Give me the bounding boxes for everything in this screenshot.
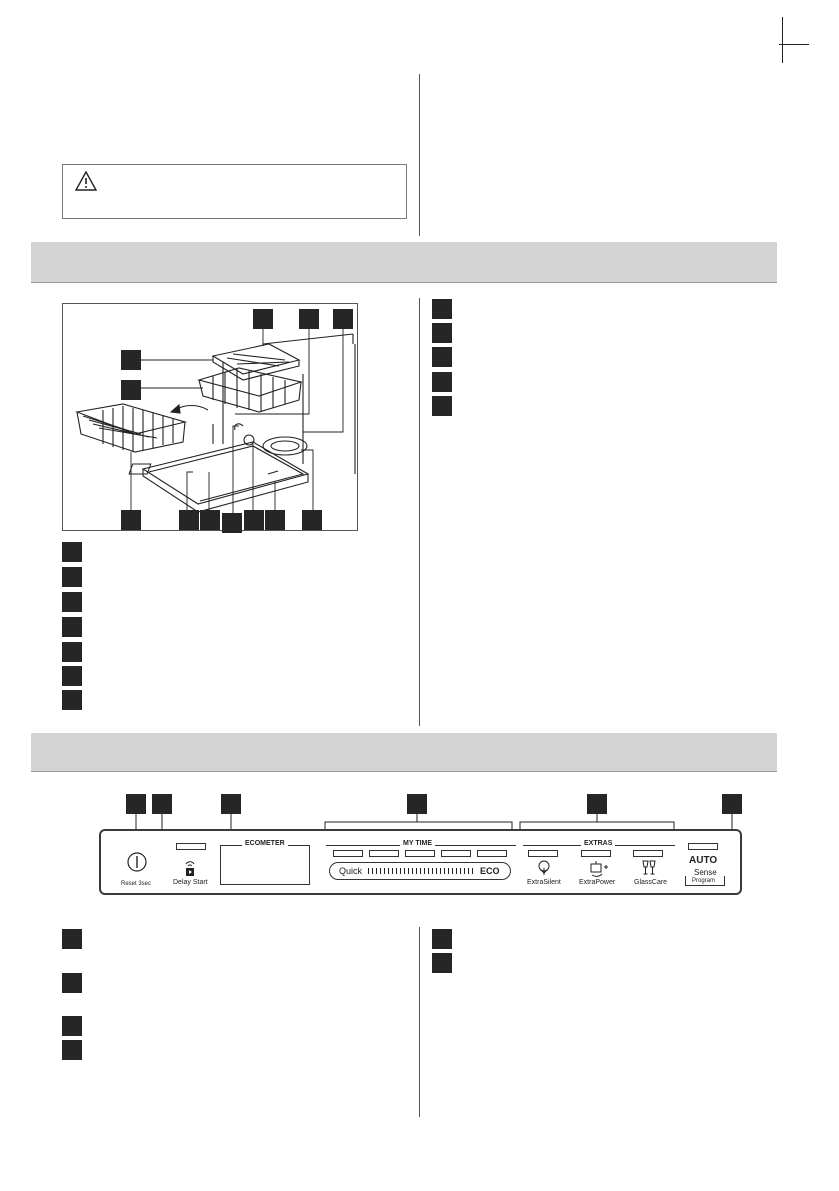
callout-marker — [333, 309, 353, 329]
legend-marker — [432, 929, 452, 949]
legend-marker — [432, 347, 452, 367]
callout-marker — [265, 510, 285, 530]
dishwasher-figure — [62, 303, 358, 531]
extra-power-label: ExtraPower — [579, 879, 616, 886]
delay-start-indicator — [176, 843, 206, 850]
extras-label: EXTRAS — [581, 840, 615, 847]
legend-marker — [62, 1040, 82, 1060]
callout-marker — [244, 510, 264, 530]
extra-silent-label: ExtraSilent — [527, 879, 561, 886]
legend-marker — [432, 323, 452, 343]
program-slider[interactable] — [329, 862, 511, 880]
callout-marker — [121, 350, 141, 370]
my-time-slot-4[interactable] — [441, 850, 471, 857]
column-divider-bottom — [419, 927, 420, 1117]
legend-marker — [62, 592, 82, 612]
column-divider-top — [419, 74, 420, 236]
my-time-slot-5[interactable] — [477, 850, 507, 857]
control-panel — [99, 829, 742, 895]
legend-marker — [62, 542, 82, 562]
legend-marker — [62, 617, 82, 637]
section-header-band-product-description — [31, 242, 777, 283]
extra-power-icon[interactable] — [588, 859, 610, 877]
callout-marker — [222, 513, 242, 533]
ecometer-frame — [220, 845, 310, 885]
crop-mark-vertical — [782, 17, 783, 63]
callout-marker — [121, 510, 141, 530]
extra-silent-icon[interactable] — [536, 860, 552, 876]
glass-care-label: GlassCare — [634, 879, 668, 886]
legend-marker — [62, 642, 82, 662]
legend-marker — [432, 372, 452, 392]
glass-care-icon[interactable] — [641, 859, 657, 877]
program-label: Program — [692, 878, 716, 884]
glass-care-indicator — [633, 850, 663, 857]
warning-triangle-icon — [75, 171, 97, 191]
section-header-band-control-panel — [31, 733, 777, 772]
my-time-label: MY TIME — [400, 840, 435, 847]
eco-label: ECO — [480, 866, 500, 876]
callout-marker — [302, 510, 322, 530]
power-icon[interactable] — [126, 851, 148, 873]
reset-label: Reset 3sec — [121, 881, 152, 887]
callout-marker — [121, 380, 141, 400]
callout-marker — [253, 309, 273, 329]
my-time-slot-1[interactable] — [333, 850, 363, 857]
legend-marker — [432, 396, 452, 416]
callout-marker — [200, 510, 220, 530]
slider-ticks — [368, 868, 476, 874]
extra-silent-indicator — [528, 850, 558, 857]
my-time-slot-2[interactable] — [369, 850, 399, 857]
legend-marker — [432, 953, 452, 973]
auto-label[interactable]: AUTO — [689, 855, 718, 866]
column-divider-middle — [419, 298, 420, 726]
delay-start-icon[interactable] — [184, 859, 196, 877]
callout-marker — [179, 510, 199, 530]
callout-marker — [299, 309, 319, 329]
legend-marker — [62, 1016, 82, 1036]
legend-marker — [432, 299, 452, 319]
ecometer-label: ECOMETER — [242, 840, 288, 847]
quick-label: Quick — [339, 866, 363, 876]
my-time-slot-3[interactable] — [405, 850, 435, 857]
extra-power-indicator — [581, 850, 611, 857]
figure-callout-lines — [63, 304, 359, 532]
legend-marker — [62, 567, 82, 587]
legend-marker — [62, 690, 82, 710]
delay-start-label: Delay Start — [173, 879, 208, 886]
warning-box — [62, 164, 407, 219]
crop-mark-horizontal — [779, 44, 809, 45]
legend-marker — [62, 973, 82, 993]
legend-marker — [62, 929, 82, 949]
sense-label: Sense — [694, 868, 717, 877]
legend-marker — [62, 666, 82, 686]
auto-sense-indicator — [688, 843, 718, 850]
